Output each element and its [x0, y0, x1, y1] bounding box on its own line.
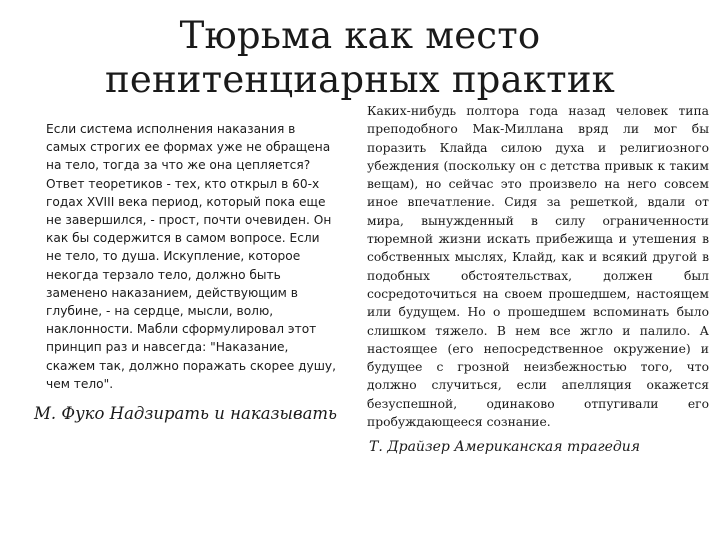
right-column — [367, 102, 709, 457]
left-attribution: М. Фуко Надзирать и наказывать — [34, 404, 338, 424]
right-quote-text: Каких-нибудь полтора года назад человек типа преподобного Мак-Миллана вряд ли мог бы поразить Клайда силою духа и религиозного убеждения (поскольку он с детства привык к таким вещам), но сейчас это произвело на него совсем иное впечатление. Сидя за решеткой, вдали от мира, вынужденный в силу ограниченности тюремной жизни искать прибежища и утешения в собственных мыслях, Клайд, как и всякий другой в подобных обстоятельствах, должен был сосредоточиться на своем прошедшем, настоящем или будущем. Но о прошедшем вспоминать было слишком тяжело. В нем все жгло и палило. А настоящее (его непосредственное окружение) и будущее с грозной неизбежностью того, что должно случиться, если апелляция окажется безуспешной, одинаково отпугивали его пробуждающееся сознание. — [367, 104, 709, 430]
slide-title: Тюрьма как место пенитенциарных практик — [104, 14, 616, 101]
left-column — [34, 120, 338, 425]
left-quote-text: Если система исполнения наказания в самых строгих ее формах уже не обращена на тело, тогда за что же она цепляется? Ответ теоретиков - тех, кто открыл в 60-х годах XVIII века период, который пока еще не завершился, - прост, почти очевиден. Он как бы содержится в самом вопросе. Если не тело, то душа. Искупление, которое некогда терзало тело, должно быть заменено наказанием, действующим в глубине, - на сердце, мысли, волю, наклонности. Мабли сформулировал этот принцип раз и навсегда: "Наказание, скажем так, должно поражать скорее душу, чем тело". — [46, 122, 336, 391]
right-attribution: Т. Драйзер Американская трагедия — [369, 439, 641, 456]
